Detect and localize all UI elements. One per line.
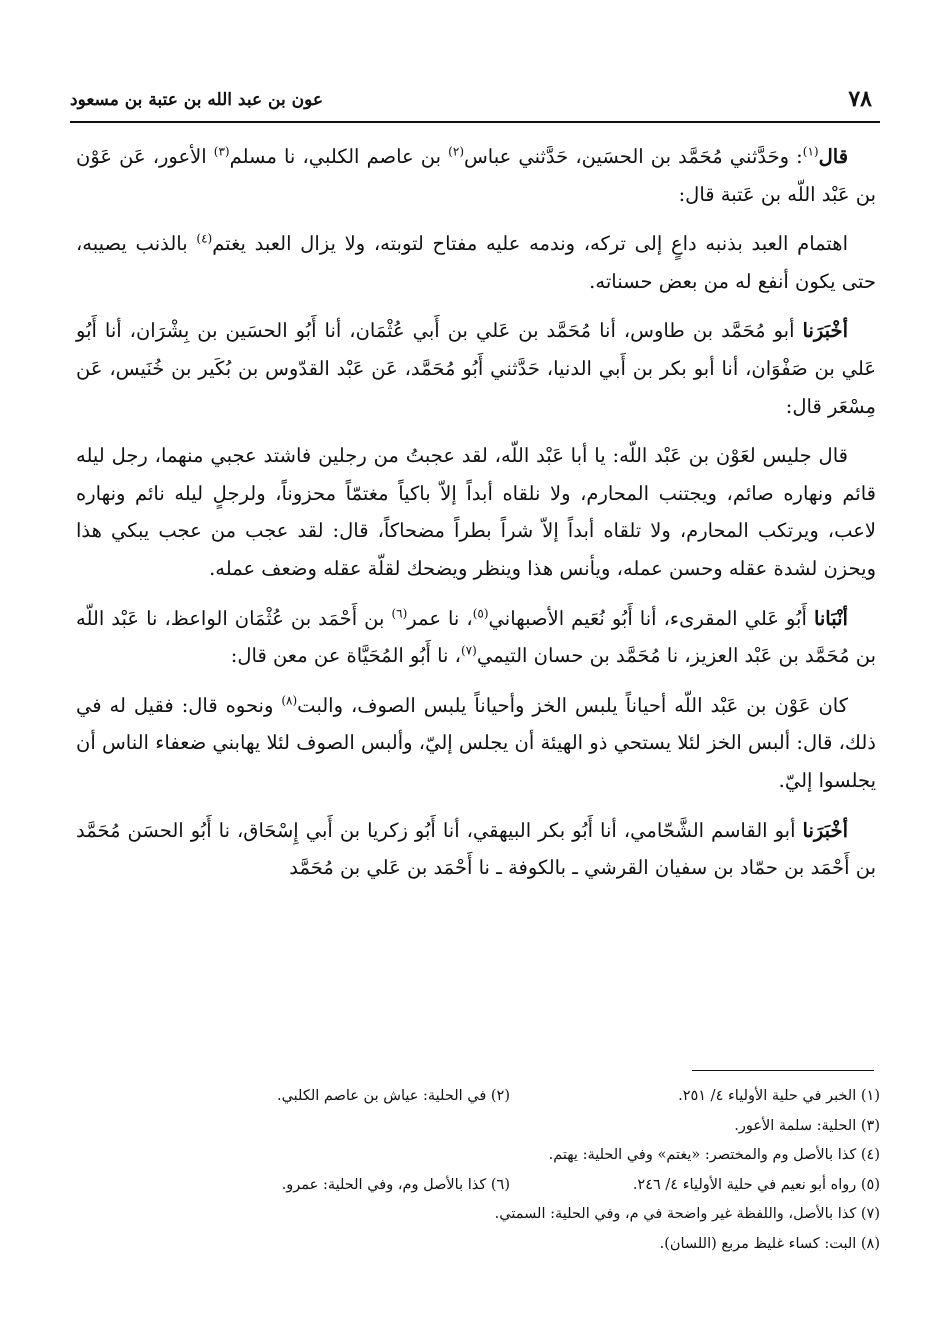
footnotes (150, 1082, 880, 1259)
footnote: (٧) كذا بالأصل، واللفظة غير واضحة في م، وفي الحلية: السمتي. (494, 1206, 880, 1222)
text: بن عاصم الكلبي، نا مسلم (229, 145, 449, 168)
footnote-ref: (٣) (213, 144, 230, 159)
keyword: أنْبَانا (813, 606, 848, 630)
paragraph (76, 687, 876, 800)
footnote: (٤) كذا بالأصل وم والمختصر: «يغتم» وفي الحلية: يهتم. (548, 1147, 880, 1163)
footnote-ref: (٦) (391, 606, 408, 621)
header-rule (70, 121, 880, 123)
footnote: (٦) كذا بالأصل وم، وفي الحلية: عمرو. (281, 1176, 510, 1193)
footnote-ref: (٢) (448, 144, 464, 159)
footnote-line (150, 1200, 880, 1230)
paragraph (76, 312, 876, 425)
paragraph (76, 225, 876, 300)
text: ، نا أَبُو المُحَيَّاة عن معن قال: (230, 644, 461, 668)
text: : وحَدَّثني مُحَمَّد بن الحسَين، حَدَّثني عباس (464, 145, 803, 168)
footnote: (٢) في الحلية: عياش بن عاصم الكلبي. (276, 1088, 510, 1104)
page-number: ٧٨ (848, 86, 872, 112)
paragraph (76, 600, 876, 675)
footnote: (٥) رواه أبو نعيم في حلية الأولياء ٤/ ٢٤٦. (632, 1176, 880, 1193)
text: اهتمام العبد بذنبه داعٍ إلى تركه، وندمه عليه مفتاح لتوبته، ولا يزال العبد يغتم (212, 232, 848, 256)
footnote-line (150, 1171, 880, 1201)
keyword: قال (818, 145, 849, 168)
text: ونحوه قال: فقيل له في ذلك، قال: ألبس الخز لئلا يستحي ذو الهيئة أن يجلس إليّ، وألبس الصوف لئلا يهابني ضعفاء الناس أن يجلسوا إليّ. (76, 693, 876, 792)
paragraph (76, 138, 876, 213)
main-text (76, 138, 876, 899)
text: ، نا عمر (407, 606, 473, 630)
text: كان عَوْن بن عَبْد اللّه أحياناً يلبس الخز وأحياناً يلبس الصوف، والبت (297, 693, 848, 717)
running-title: عون بن عبد الله بن عتبة بن مسعود (70, 90, 324, 110)
text: بن أَحْمَد بن عُثْمَان الواعظ، نا عَبْد اللّه بن مُحَمَّد بن عَبْد العزيز، نا مُحَمَّد بن حسان التيمي (76, 606, 876, 668)
footnote-line (150, 1082, 880, 1112)
footnote-line (150, 1112, 880, 1142)
paragraph (76, 812, 876, 887)
footnote-ref: (١) (802, 144, 819, 159)
text: الأعور، عَن عَوْن بن عَبْد اللّه بن عَتبة قال: (76, 145, 876, 206)
footnote: (١) الخبر في حلية الأولياء ٤/ ٢٥١. (678, 1088, 880, 1104)
keyword: أخْبَرَنا (802, 818, 848, 842)
footnote-rule (692, 1070, 874, 1071)
footnote-ref: (٥) (472, 606, 489, 621)
footnote-ref: (٨) (281, 693, 298, 708)
footnote: (٨) البت: كساء غليظ مربع (اللسان). (659, 1235, 880, 1252)
text: قال جليس لعَوْن بن عَبْد اللّه: يا أبا عَبْد اللّه، لقد عجبتُ من رجلين فاشتد عجبي منهما، رجل ليله قائم ونهاره صائم، ويجتنب المحارم، ولا نلقاه أبداً إلاّ باكياً مغتمّاً محزوناً، ولرجلٍ ليله نائم ونهاره لاعب، ويرتكب المحارم، ولا تلقاه أبداً إلاّ شراً بطراً مضحاكاً، قال: لقد عجب من عجب يبكي هذا ويحزن لشدة عقله وحسن عمله، ويأنس هذا وينظر ويضحك لقلّة عقله وضعف عمله. (76, 444, 876, 580)
footnote: (٣) الحلية: سلمة الأعور. (734, 1117, 880, 1134)
paragraph (76, 437, 876, 587)
footnote-ref: (٤) (196, 231, 213, 246)
text: أبو مُحَمَّد بن طاوس، أنا مُحَمَّد بن عَلي بن أَبي عُثْمَان، أنا أَبُو الحسَين بن بِشْرَان، أنا أَبُو عَلي بن صَفْوَان، أنا أبو بكر بن أَبي الدنيا، حَدَّثني أَبُو مُحَمَّد، عَن عَبْد القدّوس بن بُكَير بن خُنَيس، عَن مِسْعَر قال: (76, 319, 876, 418)
footnote-line (150, 1141, 880, 1171)
text: أَبُو عَلي المقرىء، أنا أَبُو نُعَيم الأصبهاني (488, 606, 814, 630)
text: أبو القاسم الشَّحّامي، أنا أَبُو بكر البيهقي، أنا أَبُو زكريا بن أَبي إِسْحَاق، نا أَبُو الحسَن مُحَمَّد بن أَحْمَد بن حمّاد بن سفيان القرشي ـ بالكوفة ـ نا أَحْمَد بن عَلي بن مُحَمَّد (76, 818, 876, 880)
text: بالذنب يصيبه، حتى يكون أنفع له من بعض حسناته. (76, 232, 876, 293)
keyword: أخْبَرَنا (802, 319, 848, 343)
footnote-ref: (٧) (460, 643, 477, 658)
running-header (70, 78, 880, 118)
footnote-line (150, 1230, 880, 1260)
